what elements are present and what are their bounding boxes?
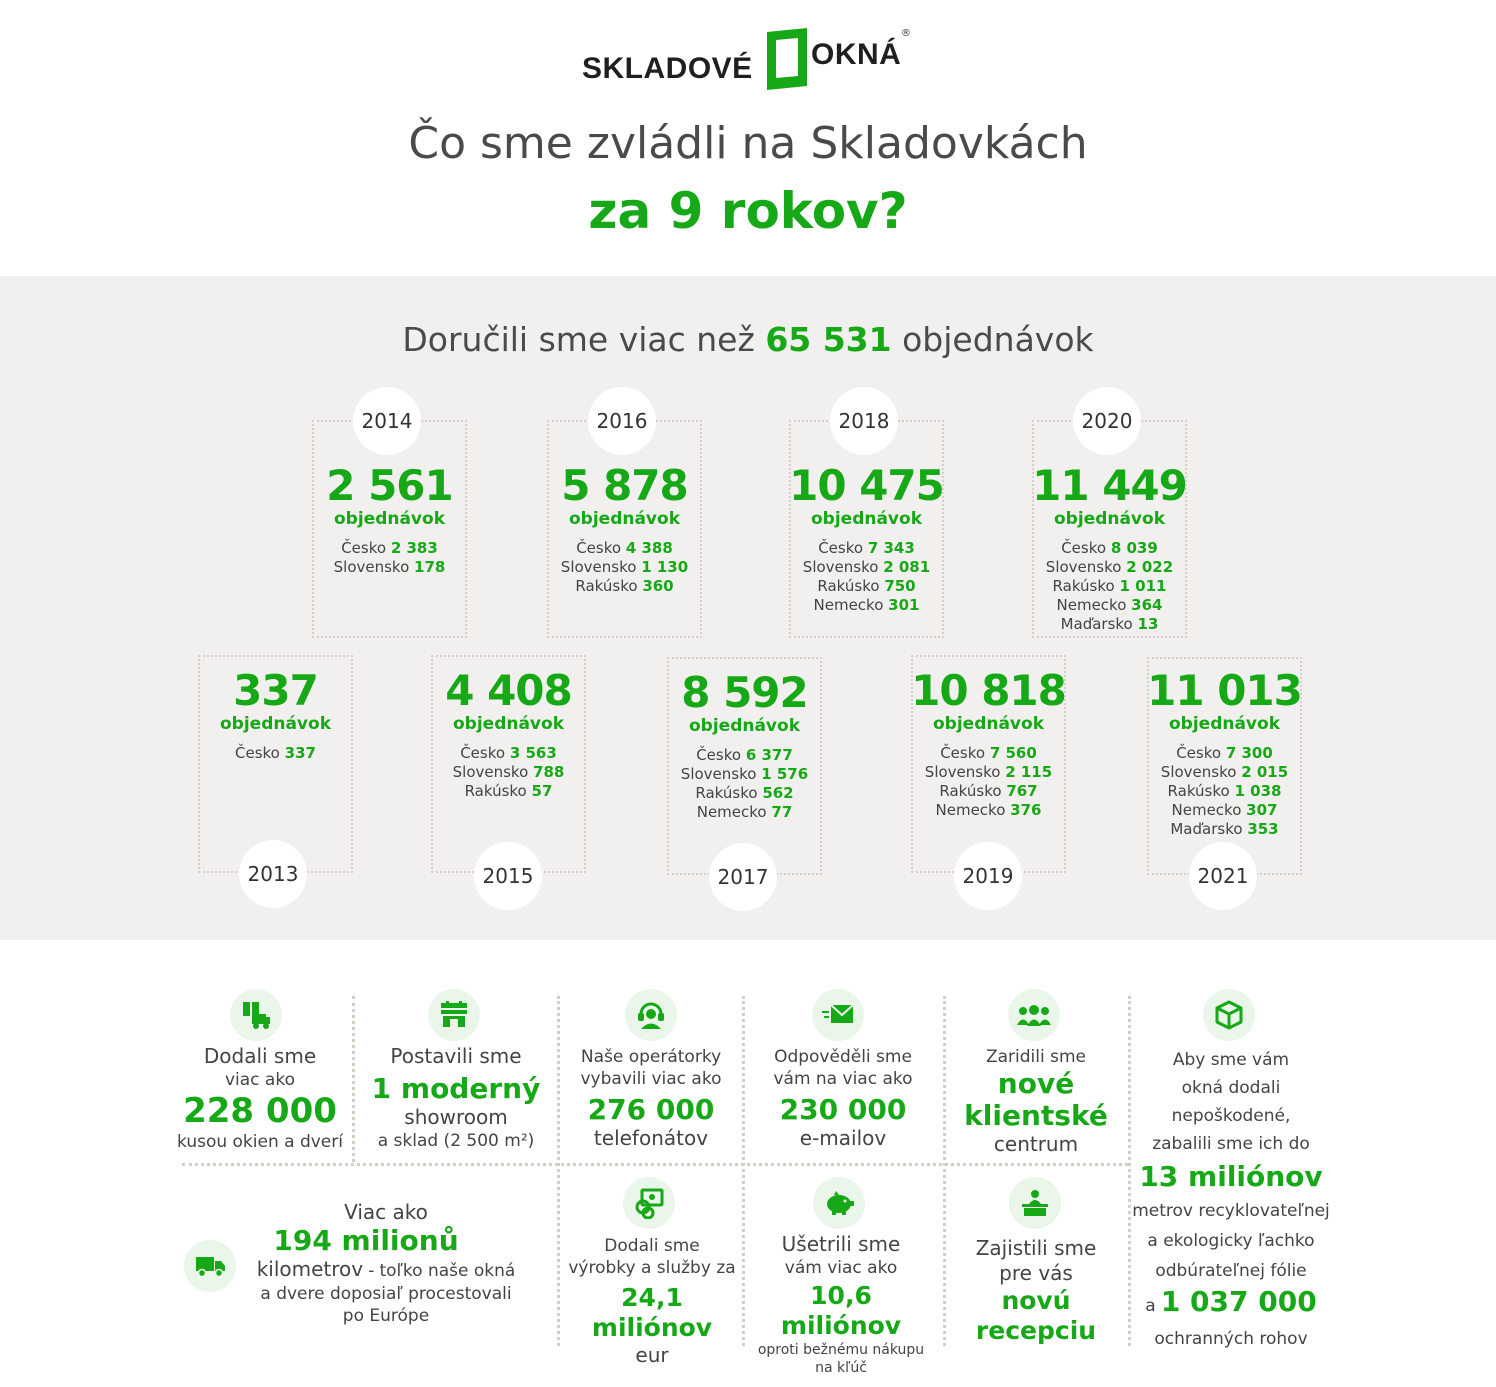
country-name: Slovensko [560, 558, 637, 576]
country-name: Maďarsko [1170, 820, 1243, 838]
stat-windows-line1: Dodali sme [203, 1044, 317, 1068]
logo-word-1: SKLADOVÉ [582, 52, 753, 85]
page-title: Čo sme zvládli na Skladovkách [408, 118, 1088, 169]
country-row [1012, 615, 1207, 634]
page-subtitle: za 9 rokov? [588, 182, 908, 240]
country-value: 57 [531, 782, 553, 800]
country-name: Slovensko [924, 763, 1001, 781]
country-row [527, 539, 722, 558]
country-row [1012, 539, 1207, 558]
stat-km-line4: po Európe [342, 1306, 430, 1326]
country-row [527, 558, 722, 577]
year-label: 2016 [588, 387, 656, 455]
stat-saved-number: 10,6 miliónov [780, 1281, 902, 1340]
year-unit: objednávok [810, 509, 922, 529]
country-row [647, 784, 842, 803]
country-row [1127, 782, 1322, 801]
year-stats-2013 [178, 668, 373, 763]
country-name: Nemecko [1171, 801, 1242, 819]
country-value: 1 038 [1234, 782, 1282, 800]
country-value: 301 [888, 596, 920, 614]
delivered-suffix: objednávok [902, 320, 1094, 359]
stat-reception-line2: pre vás [999, 1261, 1073, 1285]
stat-client-line2: centrum [993, 1132, 1079, 1156]
year-total: 10 475 [789, 461, 944, 510]
country-row [647, 746, 842, 765]
stat-emails-line1: Odpověděli sme [774, 1047, 912, 1067]
stat-windows-line3: kusou okien a dverí [177, 1132, 343, 1152]
year-stats-2017 [647, 670, 842, 822]
country-value: 7 300 [1225, 744, 1273, 762]
country-name: Rakúsko [575, 577, 638, 595]
country-name: Nemecko [1056, 596, 1127, 614]
year-stats-2020 [1012, 463, 1207, 634]
country-name: Česko [576, 539, 622, 557]
stat-packing-line2: okná dodali [1181, 1078, 1281, 1098]
country-row [411, 763, 606, 782]
country-value: 337 [284, 744, 316, 762]
year-stats-2018 [769, 463, 964, 615]
stat-saved-line4: na kľúč [815, 1360, 867, 1376]
stat-showroom [358, 1044, 554, 1152]
country-row [769, 596, 964, 615]
country-name: Česko [341, 539, 387, 557]
stat-windows-line2: viac ako [224, 1070, 295, 1090]
country-name: Česko [940, 744, 986, 762]
stat-showroom-line2: showroom [404, 1105, 508, 1129]
country-name: Slovensko [680, 765, 757, 783]
country-row [411, 744, 606, 763]
country-value: 8 039 [1110, 539, 1158, 557]
country-row [1012, 558, 1207, 577]
stat-kilometers [244, 1200, 528, 1327]
country-name: Rakúsko [939, 782, 1002, 800]
year-label: 2015 [474, 842, 542, 910]
delivered-orders-heading [0, 320, 1496, 359]
stat-km-dash: - [368, 1261, 375, 1281]
country-row [891, 744, 1086, 763]
money-icon [623, 1177, 675, 1229]
stat-packing-line1: Aby sme vám [1172, 1050, 1290, 1070]
truck-icon [184, 1240, 236, 1292]
delivered-prefix: Doručili sme viac než [402, 320, 755, 359]
year-unit: objednávok [688, 716, 800, 736]
stat-emails-line3: e-mailov [799, 1126, 887, 1150]
stat-saved-line1: Ušetrili sme [781, 1232, 901, 1256]
country-row [769, 539, 964, 558]
country-value: 77 [771, 803, 793, 821]
stat-client-number2: klientské [964, 1099, 1108, 1132]
stat-km-line2a: kilometrov [256, 1257, 364, 1281]
year-unit: objednávok [932, 714, 1044, 734]
year-stats-2014 [292, 463, 487, 577]
country-value: 360 [642, 577, 674, 595]
stat-windows-number: 228 000 [183, 1091, 337, 1131]
country-value: 767 [1006, 782, 1038, 800]
stat-km-line2b: toľko naše okná [379, 1261, 516, 1281]
stat-client-line1: Zaridili sme [985, 1047, 1087, 1067]
country-value: 7 560 [989, 744, 1037, 762]
country-row [891, 801, 1086, 820]
stat-km-line3: a dvere doposiaľ procestovali [260, 1284, 512, 1304]
stat-saved-line2: vám viac ako [784, 1258, 898, 1278]
country-value: 6 377 [745, 746, 793, 764]
stat-showroom-line3: a sklad (2 500 m²) [377, 1131, 535, 1151]
separator [943, 996, 946, 1346]
stat-packing-pre: a [1145, 1296, 1156, 1316]
stat-km-line2 [244, 1257, 528, 1283]
stat-calls-line3: telefonátov [593, 1126, 709, 1150]
stat-reception [948, 1236, 1124, 1346]
country-value: 2 081 [883, 558, 931, 576]
country-name: Česko [818, 539, 864, 557]
separator [557, 996, 560, 1346]
country-name: Rakúsko [695, 784, 758, 802]
country-value: 2 383 [390, 539, 438, 557]
country-value: 562 [762, 784, 794, 802]
separator [182, 1163, 1128, 1166]
country-name: Česko [460, 744, 506, 762]
year-unit: objednávok [1053, 509, 1165, 529]
year-label: 2019 [954, 842, 1022, 910]
country-value: 788 [533, 763, 565, 781]
delivered-number: 65 531 [765, 320, 892, 359]
country-name: Slovensko [1045, 558, 1122, 576]
stat-km-line1: Viac ako [344, 1200, 428, 1224]
year-total: 337 [233, 666, 318, 715]
year-total: 8 592 [681, 668, 808, 717]
country-value: 307 [1246, 801, 1278, 819]
stat-revenue-line3: eur [635, 1343, 669, 1367]
country-row [1127, 763, 1322, 782]
stat-revenue-line1: Dodali sme [604, 1236, 700, 1256]
logo [0, 22, 1496, 92]
country-row [769, 558, 964, 577]
country-row [527, 577, 722, 596]
stat-packing-line4: zabalili sme ich do [1152, 1134, 1310, 1154]
country-name: Nemecko [696, 803, 767, 821]
country-name: Rakúsko [1167, 782, 1230, 800]
country-value: 7 343 [867, 539, 915, 557]
country-value: 353 [1247, 820, 1279, 838]
stat-client-center [948, 1046, 1124, 1157]
stat-packing-line7: odbúrateľnej fólie [1155, 1261, 1307, 1281]
delivery-icon [230, 989, 282, 1041]
country-value: 178 [414, 558, 446, 576]
year-unit: objednávok [452, 714, 564, 734]
country-name: Rakúsko [464, 782, 527, 800]
stat-client-number1: nové [997, 1067, 1075, 1100]
stat-km-number: 194 milionů [273, 1224, 459, 1257]
stat-packing-line8: ochranných rohov [1154, 1329, 1308, 1349]
stat-emails [748, 1046, 938, 1151]
logo-registered-mark: ® [901, 28, 911, 39]
country-name: Slovensko [802, 558, 879, 576]
stat-emails-number: 230 000 [779, 1093, 907, 1126]
stat-revenue [562, 1235, 742, 1368]
year-label: 2020 [1073, 387, 1141, 455]
country-row [891, 763, 1086, 782]
country-row [1012, 596, 1207, 615]
country-value: 364 [1131, 596, 1163, 614]
year-total: 11 013 [1147, 666, 1302, 715]
stat-saved-line3: oproti bežnému nákupu [757, 1342, 925, 1358]
country-name: Česko [235, 744, 280, 762]
stat-packing [1132, 1046, 1330, 1353]
country-name: Česko [1061, 539, 1107, 557]
country-value: 13 [1137, 615, 1159, 633]
stat-reception-number1: novú [1001, 1286, 1071, 1315]
country-value: 2 022 [1126, 558, 1174, 576]
country-name: Nemecko [935, 801, 1006, 819]
country-row [891, 782, 1086, 801]
email-icon [812, 989, 864, 1041]
country-row [647, 803, 842, 822]
country-value: 2 015 [1241, 763, 1289, 781]
year-unit: objednávok [568, 509, 680, 529]
box-icon [1203, 989, 1255, 1041]
stat-calls-line2: vybavili viac ako [580, 1069, 722, 1089]
stat-emails-line2: vám na viac ako [773, 1069, 913, 1089]
year-stats-2015 [411, 668, 606, 801]
year-total: 2 561 [326, 461, 453, 510]
year-total: 10 818 [911, 666, 1066, 715]
year-stats-2019 [891, 668, 1086, 820]
stat-packing-number: 13 miliónov [1139, 1160, 1323, 1193]
country-row [292, 558, 487, 577]
country-value: 1 576 [761, 765, 809, 783]
year-label: 2018 [830, 387, 898, 455]
stat-reception-number2: recepciu [975, 1316, 1097, 1345]
stat-packing-line6: a ekologicky ľachko [1147, 1231, 1315, 1251]
year-unit: objednávok [219, 714, 331, 734]
country-value: 3 563 [509, 744, 557, 762]
country-name: Nemecko [813, 596, 884, 614]
country-name: Slovensko [333, 558, 410, 576]
year-total: 5 878 [561, 461, 688, 510]
year-unit: objednávok [1168, 714, 1280, 734]
separator [742, 996, 745, 1346]
country-value: 2 115 [1005, 763, 1053, 781]
stat-calls-line1: Naše operátorky [580, 1047, 722, 1067]
country-name: Česko [696, 746, 742, 764]
stat-revenue-line2: výrobky a služby za [568, 1258, 736, 1278]
country-value: 4 388 [625, 539, 673, 557]
year-total: 4 408 [445, 666, 572, 715]
country-value: 1 130 [641, 558, 689, 576]
stat-packing-line3: nepoškodené, [1171, 1106, 1291, 1126]
logo-word-2: OKNÁ [811, 38, 902, 71]
headset-icon [625, 989, 677, 1041]
stat-reception-line1: Zajistili sme [975, 1236, 1097, 1260]
country-value: 750 [884, 577, 916, 595]
country-row [178, 744, 373, 763]
reception-icon [1009, 1177, 1061, 1229]
stat-windows [162, 1044, 358, 1153]
country-name: Maďarsko [1060, 615, 1133, 633]
year-stats-2021 [1127, 668, 1322, 839]
year-label: 2014 [353, 387, 421, 455]
year-unit: objednávok [333, 509, 445, 529]
country-row [1012, 577, 1207, 596]
country-name: Rakúsko [817, 577, 880, 595]
separator [1128, 996, 1131, 1346]
year-stats-2016 [527, 463, 722, 596]
stat-packing-number2: 1 037 000 [1160, 1285, 1317, 1318]
country-row [769, 577, 964, 596]
country-row [1127, 744, 1322, 763]
stat-revenue-number: 24,1 miliónov [591, 1283, 713, 1342]
stat-showroom-line1: Postavili sme [390, 1044, 522, 1068]
country-value: 1 011 [1119, 577, 1167, 595]
country-row [1127, 801, 1322, 820]
year-label: 2013 [239, 840, 307, 908]
stat-calls-number: 276 000 [587, 1093, 715, 1126]
year-label: 2017 [709, 843, 777, 911]
piggy-bank-icon [813, 1177, 865, 1229]
people-icon [1008, 989, 1060, 1041]
window-frame-logo-icon [763, 28, 811, 90]
stat-packing-corners [1132, 1286, 1330, 1325]
stat-saved [748, 1232, 934, 1377]
country-row [411, 782, 606, 801]
year-total: 11 449 [1032, 461, 1187, 510]
country-row [1127, 820, 1322, 839]
country-name: Slovensko [1160, 763, 1237, 781]
year-label: 2021 [1189, 842, 1257, 910]
country-row [292, 539, 487, 558]
country-name: Slovensko [452, 763, 529, 781]
country-name: Česko [1176, 744, 1222, 762]
building-icon [428, 989, 480, 1041]
stat-showroom-number: 1 moderný [371, 1072, 541, 1105]
stat-packing-line5: metrov recyklovateľnej [1132, 1201, 1330, 1221]
country-value: 376 [1010, 801, 1042, 819]
country-row [647, 765, 842, 784]
stat-calls [562, 1046, 740, 1151]
country-name: Rakúsko [1052, 577, 1115, 595]
